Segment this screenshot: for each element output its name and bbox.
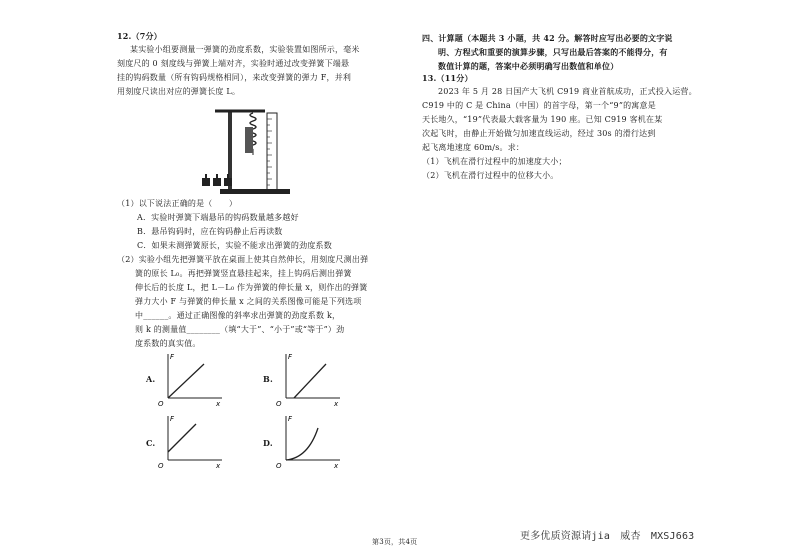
sub2-line-3: 伸长后的长度 L，把 L－L₀ 作为弹簧的伸长量 x，则作出的弹簧 (135, 283, 368, 292)
origin-label: O (276, 462, 282, 470)
section-line-2: 数值计算的题，答案中必须明确写出数值和单位） (438, 61, 619, 71)
graph-d-label: D. (263, 438, 273, 448)
q13-line-5: 起飞离地速度 60m/s。求： (422, 143, 525, 152)
graph-a (156, 350, 226, 408)
graph-curve (286, 428, 318, 460)
axis-f-label: F (170, 415, 175, 423)
q13-line-3: 天长地久，“19”代表最大载客量为 190 座。已知 C919 客机在某 (422, 115, 663, 124)
section-header: 四、计算题（本题共 3 小题，共 42 分。解答时应写出必要的文字说 (422, 33, 673, 43)
stand-base (220, 189, 290, 194)
graph-b (274, 350, 344, 408)
q13-line-4: 次起飞时，由静止开始做匀加速直线运动，经过 30s 的滑行达到 (422, 129, 656, 138)
q13-part-2: （2）飞机在滑行过程中的位移大小。 (422, 171, 559, 180)
section-line-1: 明、方程式和重要的演算步骤，只写出最后答案的不能得分，有 (438, 47, 668, 57)
option-c: C．如果未测弹簧原长，实验不能求出弹簧的劲度系数 (137, 241, 332, 250)
graph-d (274, 412, 344, 470)
q12-line-3: 挂的钩码数量（所有钩码规格相同），来改变弹簧的弹力 F，并利 (117, 73, 352, 82)
sub2-line-6: 则 k 的测量值________（填“大于”、“小于”或“等于”）劲 (135, 325, 345, 334)
axis-x-label: x (334, 462, 339, 470)
sub2-line-5: 中______。通过正确图像的斜率求出弹簧的劲度系数 k， (135, 311, 341, 320)
q13-line-1: 2023 年 5 月 28 日国产大飞机 C919 商业首航成功，正式投入运营。 (438, 87, 697, 96)
axis-f-label: F (170, 353, 175, 361)
spare-weights-icon (200, 172, 236, 188)
q13-part-1: （1）飞机在滑行过程中的加速度大小； (422, 157, 567, 166)
q13-line-2: C919 中的 C 是 China（中国）的首字母，第一个“9”的寓意是 (422, 101, 656, 110)
ruler (267, 113, 277, 191)
page-number: 第3页，共4页 (372, 538, 418, 546)
graph-a-label: A. (146, 374, 156, 384)
axis-x-label: x (216, 462, 221, 470)
hanging-weights (245, 127, 253, 153)
axis-x-label: x (216, 400, 221, 408)
origin-label: O (276, 400, 282, 408)
sub2-line-1: （2）实验小组先把弹簧平放在桌面上使其自然伸长，用刻度尺测出弹 (117, 255, 369, 264)
axis-x-label: x (334, 400, 339, 408)
option-a: A．实验时弹簧下端悬吊的钩码数量越多越好 (137, 213, 299, 222)
graph-c-label: C. (146, 438, 156, 448)
sub2-line-2: 簧的原长 L₀。再把弹簧竖直悬挂起来，挂上钩码后测出弹簧 (135, 269, 352, 278)
axis-f-label: F (288, 415, 293, 423)
graph-line (168, 364, 204, 398)
graph-line (294, 364, 326, 398)
graph-b-label: B. (263, 374, 273, 384)
q13-header: 13.（11分） (422, 73, 473, 83)
sub2-line-7: 度系数的真实值。 (135, 339, 201, 348)
q12-line-2: 刻度尺的 0 刻度线与弹簧上端对齐，实验时通过改变弹簧下端悬 (117, 59, 350, 68)
origin-label: O (158, 400, 164, 408)
sub2-line-4: 弹力大小 F 与弹簧的伸长量 x 之间的关系图像可能是下列选项 (135, 297, 362, 306)
sub1-stem: （1）以下说法正确的是（ ） (117, 199, 238, 208)
graph-c (156, 412, 226, 470)
watermark-text: 更多优质资源请jia 威杏 MXSJ663 (520, 531, 695, 542)
origin-label: O (158, 462, 164, 470)
q12-header: 12.（7分） (117, 31, 162, 41)
q12-line-4: 用刻度尺读出对应的弹簧长度 L。 (117, 87, 241, 96)
q12-line-1: 某实验小组要测量一弹簧的劲度系数，实验装置如图所示，毫米 (130, 45, 360, 54)
option-b: B．悬吊钩码时，应在钩码静止后再读数 (137, 227, 283, 236)
graph-line (168, 424, 196, 452)
axis-f-label: F (288, 353, 293, 361)
